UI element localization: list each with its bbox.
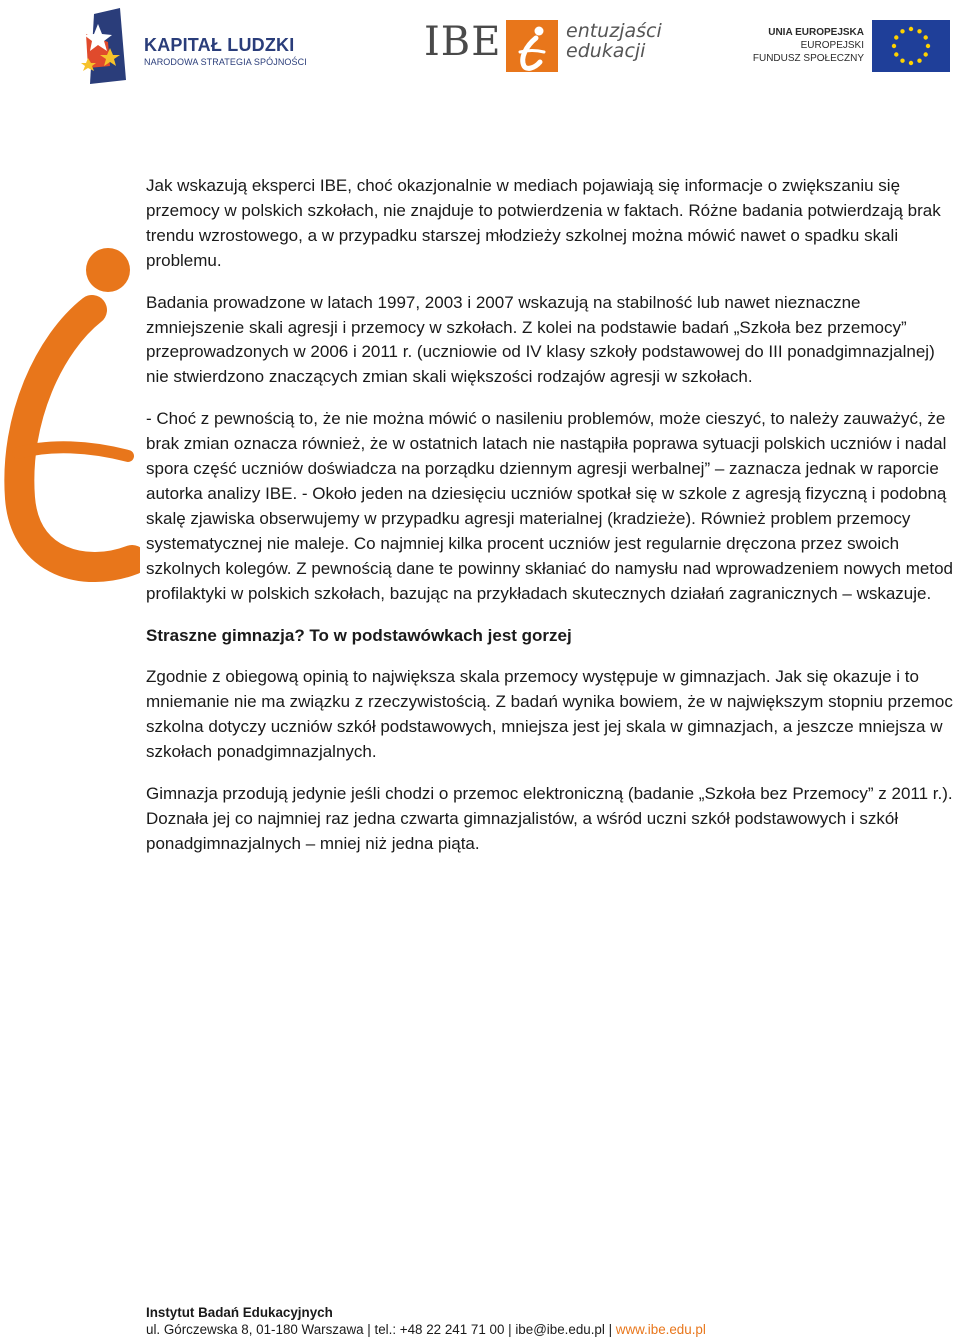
ibe-tagline-line1: entuzjaści — [566, 20, 662, 42]
kapital-ludzki-title: KAPITAŁ LUDZKI — [144, 35, 295, 55]
eu-logo — [752, 20, 954, 72]
page-header — [0, 0, 960, 100]
entuzjasci-edukacji-icon — [506, 20, 558, 72]
footer-address: ul. Górczewska 8, 01-180 Warszawa | tel.: +48 22 241 71 00 | ibe@ibe.edu.pl | — [146, 1322, 616, 1337]
footer-institution: Instytut Badań Edukacyjnych — [146, 1305, 333, 1320]
section-heading: Straszne gimnazja? To w podstawówkach jest gorzej — [146, 625, 572, 645]
ibe-tagline — [566, 22, 662, 62]
paragraph-electronic-violence: Gimnazja przodują jedynie jeśli chodzi o przemoc elektroniczną (badanie „Szkoła bez Przemocy” z 2011 r.). Doznała jej co najmniej raz jedna czwarta gimnazjalistów, a wśród uczni szkół podstawowych i szkół ponadgimnazjalnych – mniej niż jedna piąta. — [146, 784, 953, 853]
article-body — [146, 174, 958, 874]
page-footer — [146, 1304, 946, 1338]
decorative-e-icon — [0, 248, 140, 588]
ibe-name: IBE — [424, 19, 502, 65]
ibe-logo — [420, 18, 660, 74]
eu-flag-icon — [872, 20, 950, 72]
kapital-ludzki-logo — [80, 8, 320, 88]
paragraph-gimnazja: Zgodnie z obiegową opinią to największa skala przemocy występuje w gimnazjach. Jak się okazuje i to mniemanie nie ma związku z rzeczywistością. Z badań wynika bowiem, że w największym stopniu przemoc szkolna dotyczy uczniów szkół podstawowych, mniejsza jest jej skala w gimnazjach, a jeszcze mniejsza w szkołach ponadgimnazjalnych. — [146, 667, 953, 762]
paragraph-intro: Jak wskazują eksperci IBE, choć okazjonalnie w mediach pojawiają się informacje o zwiększaniu się przemocy w polskich szkołach, nie znajduje to potwierdzenia w faktach. Różne badania potwierdzają brak trendu wzrostowego, a w przypadku starszej młodzieży szkolnej można mówić nawet o spadku skali problemu. — [146, 176, 941, 270]
kapital-ludzki-subtitle: NARODOWA STRATEGIA SPÓJNOŚCI — [144, 57, 307, 67]
paragraph-research: Badania prowadzone w latach 1997, 2003 i 2007 wskazują na stabilność lub nawet nieznaczne zmniejszenie skali agresji i przemocy w szkołach. Z kolei na podstawie badań „Szkoła bez przemocy” przeprowadzonych w 2006 i 2011 r. (uczniowie od IV klasy szkoły podstawowej do III ponadgimnazjalnej) nie stwierdzono znaczących zmian skali większości rodzajów agresji w szkołach. — [146, 292, 935, 387]
footer-website-link[interactable]: www.ibe.edu.pl — [615, 1322, 706, 1337]
eu-line2: EUROPEJSKI — [800, 40, 864, 51]
footer-contact — [146, 1321, 946, 1338]
ibe-tagline-line2: edukacji — [566, 39, 646, 62]
eu-line3: FUNDUSZ SPOŁECZNY — [752, 53, 864, 64]
kapital-ludzki-emblem-icon — [80, 8, 140, 88]
eu-line1: UNIA EUROPEJSKA — [768, 27, 864, 38]
eu-text — [753, 26, 864, 65]
paragraph-quote: - Choć z pewnością to, że nie można mówić o nasileniu problemów, może cieszyć, to należy zauważyć, że brak zmian oznacza również, że w ostatnich latach nie nastąpiła poprawa sytuacji polskich uczniów i nadal spora część uczniów doświadcza na porządku dziennym agresji werbalnej” – zaznacza jednak w raporcie autorka analizy IBE. - Około jeden na dziesięciu uczniów spotkał się w szkole z agresją fizyczną i podobną skalę zjawiska obserwujemy w przypadku agresji materialnej (kradzieże). Również problem przemocy systematycznej nie maleje. Co najmniej kilka procent uczniów jest regularnie dręczona przez swoich szkolnych kolegów. Z pewnością dane te powinny skłaniać do namysłu nad wprowadzeniem nowych metod profilaktyki w polskich szkołach, bazując na przykładach skutecznych działań zagranicznych – wskazuje. — [146, 409, 953, 603]
